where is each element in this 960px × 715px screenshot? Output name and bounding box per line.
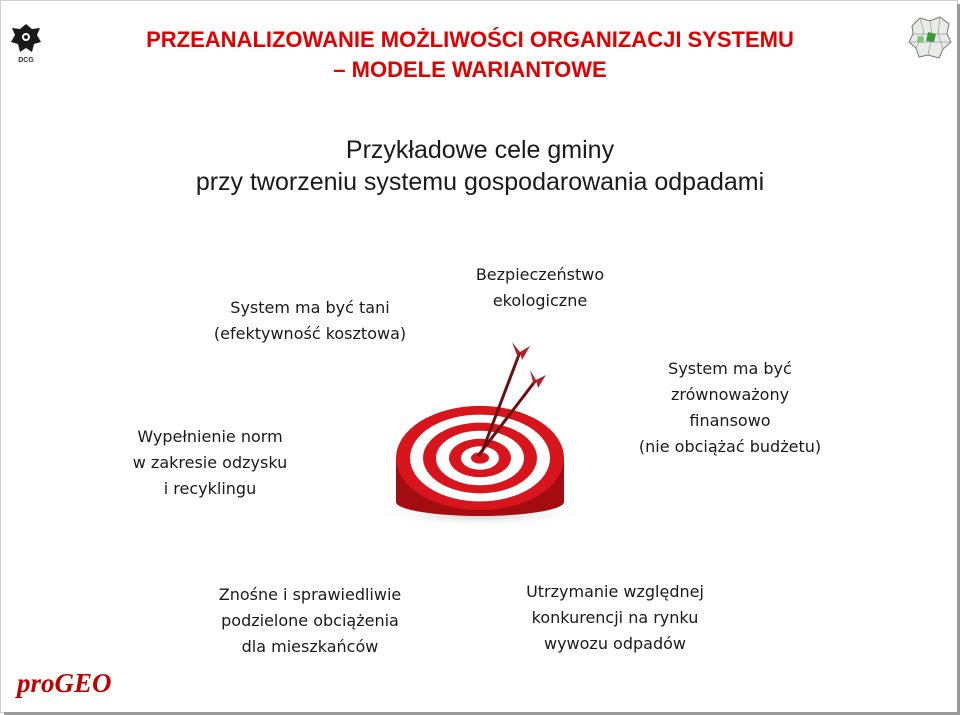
goal-fair-burden: Znośne i sprawiedliwie podzielone obciążenia dla mieszkańców: [218, 585, 402, 656]
eagle-crest-icon: [6, 20, 46, 66]
dartboard-target-icon: [370, 330, 590, 530]
slide-title-line2: – MODELE WARIANTOWE: [333, 57, 607, 82]
subtitle-line2: przy tworzeniu systemu gospodarowania odpadami: [195, 168, 765, 196]
dcg-label: DCG: [18, 57, 34, 64]
slide-title-line1: PRZEANALIZOWANIE MOŻLIWOŚCI ORGANIZACJI SYSTEMU: [146, 27, 794, 52]
region-map-icon: [906, 12, 954, 62]
goal-ecological-safety: Bezpieczeństwo ekologiczne: [475, 265, 605, 310]
progeo-logo: proGEO: [17, 668, 112, 698]
goal-market-competition: Utrzymanie względnej konkurencji na rynku wywozu odpadów: [526, 582, 704, 653]
subtitle-line1: Przykładowe cele gminy: [345, 136, 615, 164]
goal-recycling-norms: Wypełnienie norm w zakresie odzysku i recyklingu: [132, 427, 288, 498]
goal-cost-efficiency: System ma być tani (efektywność kosztowa): [213, 298, 407, 343]
goal-financial-balance: System ma być zrównoważony finansowo (nie obciążać budżetu): [638, 359, 822, 456]
